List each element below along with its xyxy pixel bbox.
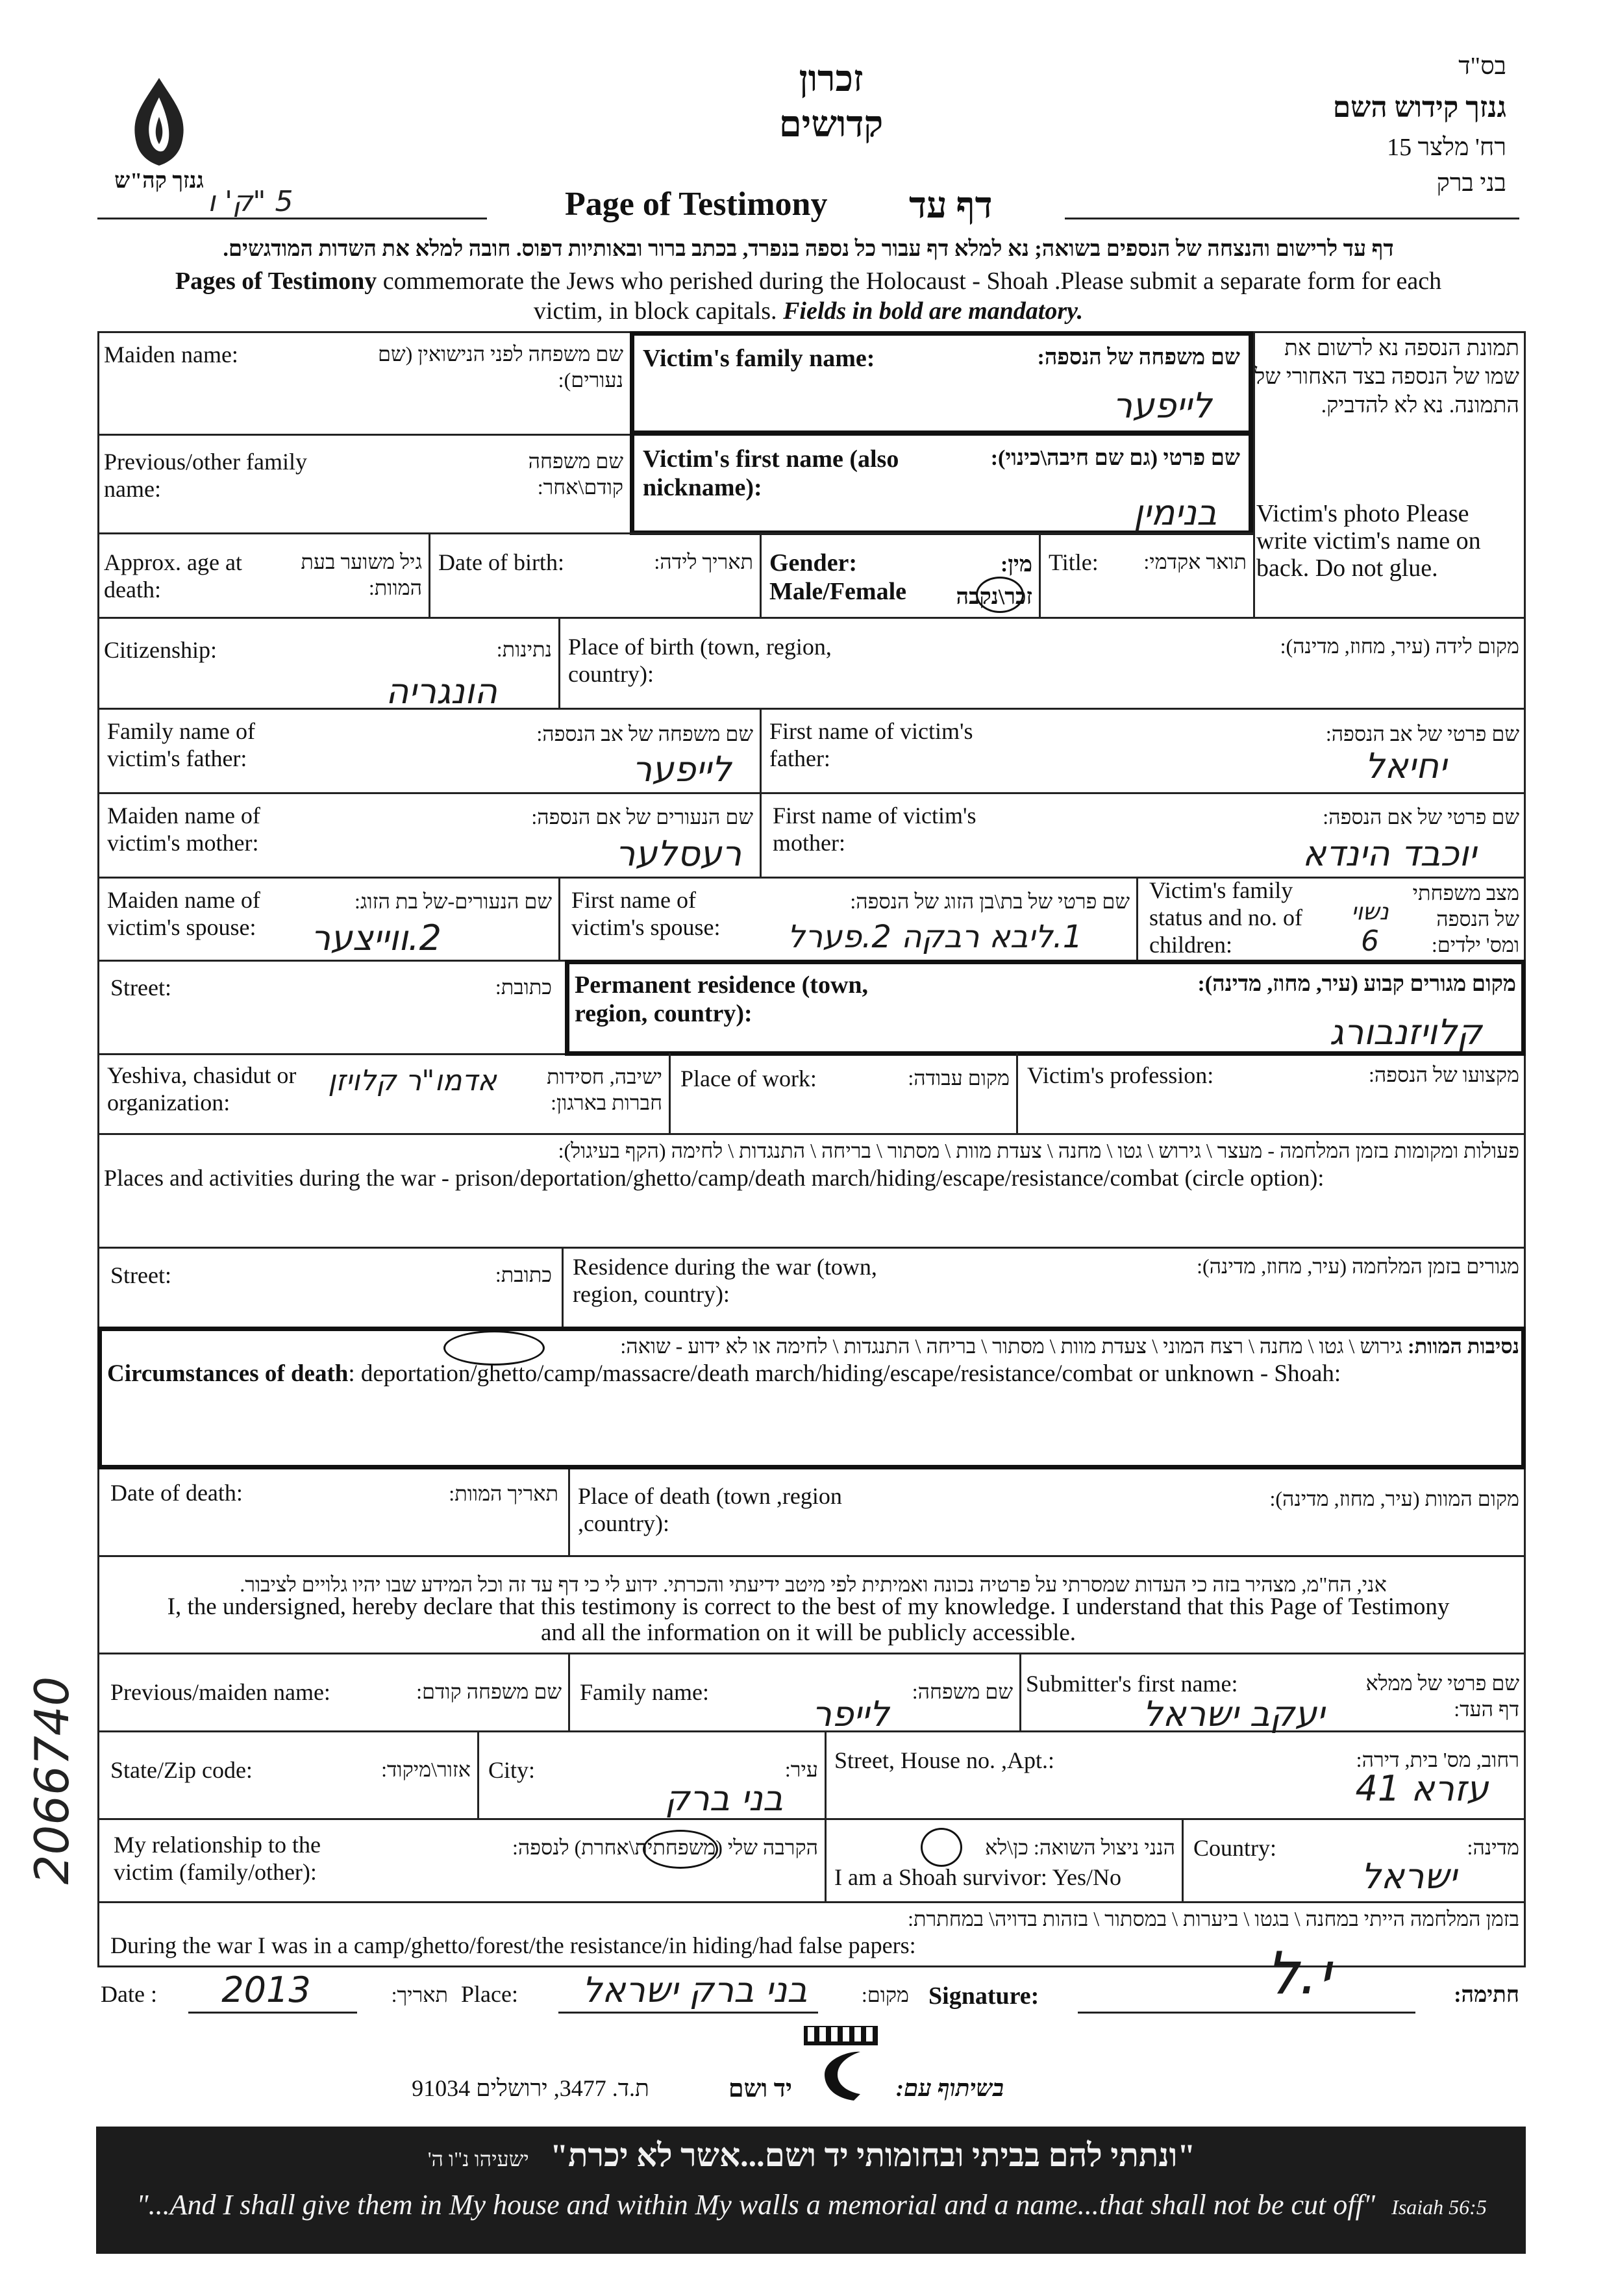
- mother-maiden-label-he: שם הנעורים של אם הנספה:: [531, 805, 753, 829]
- submitter-street-label: Street, House no. ,Apt.:: [834, 1747, 1054, 1773]
- prev-family-name-label: Previous/other family name:: [104, 449, 307, 502]
- row-rule: [97, 1901, 1526, 1903]
- submitter-prev-label: Previous/maiden name:: [110, 1679, 330, 1705]
- col-rule: [1019, 1653, 1021, 1730]
- victim-first-name-label-he: שם פרטי (גם שם חיבה\כינוי):: [990, 446, 1240, 470]
- spouse-maiden-label: Maiden name of victim's spouse:: [107, 887, 260, 940]
- war-status-label: During the war I was in a camp/ghetto/forest/the resistance/in hiding/had false papers:: [110, 1932, 916, 1958]
- side-file-number: 2066740: [25, 1676, 79, 1885]
- yad-vashem-logo-icon: [799, 2019, 883, 2104]
- relationship-label-he: הקרבה שלי (משפחתית\אחרת) לנספה:: [512, 1836, 818, 1859]
- col-rule: [760, 708, 762, 877]
- war-activities-label: Places and activities during the war - prison/deportation/ghetto/camp/death march/hiding/escape/resistance/combat (circle option):: [104, 1165, 1325, 1191]
- father-first-label: First name of victim's father:: [769, 718, 973, 771]
- spouse-maiden-value: 2.ווייצער: [310, 917, 442, 958]
- row-rule: [97, 1133, 1526, 1135]
- date-label: Date :: [101, 1981, 157, 2007]
- date-label-he: תאריך:: [391, 1983, 448, 2006]
- banner-quote-en: [104, 2188, 1519, 2221]
- city-value: בני ברק: [664, 1778, 784, 1819]
- street-label-he: כתובת:: [495, 975, 552, 999]
- logo: [104, 71, 214, 201]
- citizenship-value: הונגריה: [386, 671, 497, 712]
- children-count-value: 6: [1361, 925, 1379, 958]
- date-underline: [188, 2012, 357, 2014]
- victim-family-name-value: לייפער: [1112, 385, 1212, 426]
- city-label-he: עיר:: [784, 1758, 818, 1781]
- profession-label-he: מקצועו של הנספה:: [1368, 1063, 1519, 1086]
- circumstances-label: [107, 1360, 1519, 1388]
- place-of-birth-label: Place of birth (town, region, country):: [568, 634, 832, 687]
- place-label: Place:: [461, 1981, 518, 2007]
- victim-first-name-value: בנימין: [1133, 492, 1217, 533]
- maiden-name-label: Maiden name:: [104, 342, 238, 368]
- mother-first-value: יוכבד הינדא: [1302, 833, 1476, 874]
- mother-first-label: First name of victim's mother:: [773, 803, 977, 856]
- bsd-mark: בס"ד: [1458, 53, 1506, 80]
- col-rule: [669, 1053, 671, 1133]
- col-rule: [558, 617, 560, 708]
- war-street-label: Street:: [110, 1262, 171, 1288]
- yeshiva-label-he: ישיבה, חסידות חברות בארגון:: [547, 1065, 662, 1114]
- submitter-family-value: לייפר: [812, 1693, 890, 1734]
- yad-vashem-logo: [799, 2019, 883, 2104]
- submitter-first-label-he: שם פרטי של ממלא דף העד:: [1365, 1671, 1519, 1721]
- archive-address: רח' מלצר 15: [1387, 134, 1506, 161]
- permanent-residence-label: Permanent residence (town, region, country):: [575, 971, 869, 1027]
- col-rule: [1253, 331, 1255, 617]
- war-street-label-he: כתובת:: [495, 1263, 552, 1286]
- col-rule: [1016, 1053, 1018, 1133]
- intro-mandatory: Fields in bold are mandatory.: [783, 297, 1084, 325]
- row-rule: [97, 708, 1526, 710]
- signature-underline: [1078, 2012, 1415, 2014]
- row-rule: [97, 1247, 1526, 1249]
- intro-line1: commemorate the Jews who perished during the Holocaust - Shoah .Please submit a separate form for each: [377, 268, 1442, 295]
- row-rule: [97, 532, 1253, 534]
- place-of-work-label: Place of work:: [680, 1066, 817, 1092]
- zip-label: State/Zip code:: [110, 1757, 253, 1783]
- submitter-street-value: עזרא 41: [1355, 1768, 1489, 1809]
- col-rule: [1136, 877, 1138, 960]
- col-rule: [558, 877, 560, 960]
- country-label: Country:: [1193, 1835, 1277, 1861]
- victim-first-name-label: Victim's first name (also nickname):: [643, 445, 899, 501]
- profession-label: Victim's profession:: [1027, 1062, 1214, 1088]
- place-label-he: מקום:: [861, 1983, 909, 2006]
- banner-en-ref: Isaiah 56:5: [1391, 2195, 1487, 2219]
- intro-hebrew: דף עד לרישום והנצחה של הנספים בשואה; נא למלא דף עבור כל נספה בנפרד, בכתב ברור ובאותיות דפוס. חובה למלא את השדות המודגשים.: [223, 237, 1394, 261]
- circumstances-options-he: גירוש \ גטו \ מחנה \ רצח המוני \ צעדת מוות \ מסתור \ בריחה \ התנגדות \ לחימה או לא ידוע - שואה:: [620, 1334, 1408, 1358]
- intro-line2: victim, in block capitals.: [533, 297, 784, 325]
- place-value: בני ברק ישראל: [582, 1969, 808, 2010]
- row-rule: [97, 1818, 1526, 1820]
- header-rule-right: [1065, 218, 1519, 219]
- banner-he-text: "ונתתי להם בביתי ובחומותי יד ושם...אשר לא יכרת": [550, 2137, 1196, 2173]
- yeshiva-label: Yeshiva, chasidut or organization:: [107, 1062, 297, 1116]
- survivor-label-he: הנני ניצול השואה: כן\לא: [985, 1836, 1175, 1859]
- col-rule: [760, 532, 762, 617]
- partner-label: בשיתוף עם:: [896, 2075, 1004, 2101]
- circumstances-bold-en: Circumstances of death: [107, 1360, 349, 1387]
- family-status-label: Victim's family status and no. of children:: [1149, 877, 1302, 958]
- title-label: Title:: [1049, 549, 1099, 575]
- date-of-birth-label-he: תאריך לידה:: [654, 550, 753, 573]
- yad-vashem-address: ת.ד. 3477, ירושלים 91034: [412, 2075, 649, 2101]
- photo-instructions-en: Victim's photo Please write victim's name on back. Do not glue.: [1256, 500, 1481, 582]
- page-title-he: דף עד: [909, 186, 993, 226]
- col-rule: [477, 1730, 479, 1818]
- submitter-first-label: Submitter's first name:: [1026, 1671, 1238, 1697]
- handwritten-reference: 5 "ק' ו: [208, 185, 293, 218]
- declaration-en: I, the undersigned, hereby declare that this testimony is correct to the best of my knowledge. I understand that this Page of Testimony and all the information on it will be publicly accessible.: [167, 1593, 1450, 1646]
- row-rule: [97, 434, 630, 436]
- gender-label: Gender: Male/Female: [769, 549, 907, 605]
- family-status-value: נשוי: [1351, 899, 1389, 925]
- family-status-label-he: מצב משפחתי של הנספה ומס' ילדים:: [1412, 881, 1519, 956]
- col-rule: [429, 532, 430, 617]
- col-rule: [1182, 1818, 1184, 1901]
- father-family-value: לייפער: [632, 749, 732, 790]
- submitter-street-label-he: רחוב, מס' בית, דירה:: [1356, 1748, 1519, 1771]
- mother-maiden-label: Maiden name of victim's mother:: [107, 803, 260, 856]
- photo-instructions-he: תמונת הנספה נא לרשום את שמו של הנספה בצד האחורי של התמונה. נא לא להדביק.: [1254, 336, 1519, 418]
- spouse-first-value: 1.ליבא רבקה 2.פערל: [787, 919, 1083, 955]
- title-he-line2: קדושים: [778, 105, 884, 145]
- intro-english: [104, 266, 1513, 326]
- col-rule: [562, 1247, 564, 1328]
- banner-quote-he: [104, 2136, 1519, 2174]
- zip-label-he: אזור\מיקוד:: [381, 1758, 471, 1781]
- spouse-first-label-he: שם פרטי של בת\בן הזוג של הנספה:: [850, 890, 1130, 913]
- city-label: City:: [488, 1757, 536, 1783]
- logo-text: גנזך קה"ש: [114, 169, 204, 193]
- col-rule: [825, 1818, 827, 1901]
- signature-label: Signature:: [928, 1982, 1039, 2010]
- mother-first-label-he: שם פרטי של אם הנספה:: [1323, 805, 1519, 829]
- relationship-label: My relationship to the victim (family/other):: [114, 1832, 321, 1885]
- submitter-prev-label-he: שם משפחה קודם:: [416, 1680, 562, 1703]
- place-of-birth-label-he: מקום לידה (עיר, מחוז, מדינה):: [1280, 634, 1519, 658]
- relationship-family-circle: [643, 1830, 718, 1869]
- submitter-family-label-he: שם משפחה:: [912, 1680, 1013, 1703]
- place-underline: [558, 2012, 818, 2014]
- father-family-label-he: שם משפחה של אב הנספה:: [536, 722, 753, 745]
- gender-male-circle: [976, 577, 1024, 613]
- place-of-work-label-he: מקום עבודה:: [908, 1066, 1010, 1090]
- date-of-death-label-he: תאריך המוות:: [449, 1482, 558, 1505]
- archive-name: גנזך קידוש השם: [1332, 92, 1506, 123]
- declaration-he: אני, הח"מ, מצהיר בזה כי העדות שמסרתי על פרטיה נכונה ואמיתית לפי מיטב ידיעתי והכרתי. ידוע לי כי דף עד זה וכל המידע שבו יהיו גלויים לציבור.: [240, 1573, 1387, 1596]
- place-of-death-label: Place of death (town ,region ,country):: [578, 1483, 842, 1536]
- gender-label-he: מין: זכר\נקבה: [956, 553, 1032, 609]
- intro-bold: Pages of Testimony: [175, 268, 377, 295]
- permanent-residence-label-he: מקום מגורים קבוע (עיר, מחוז, מדינה):: [1197, 972, 1516, 996]
- spouse-first-label: First name of victim's spouse:: [571, 887, 721, 940]
- row-rule: [97, 1653, 1526, 1654]
- yeshiva-value: אדמו"ר קלויזן: [328, 1064, 497, 1097]
- signature-label-he: חתימה:: [1454, 1983, 1519, 2007]
- maiden-name-label-he: שם משפחה לפני הנישואין (שם נעורים):: [378, 342, 623, 392]
- circumstances-label-he: [107, 1333, 1519, 1359]
- date-of-birth-label: Date of birth:: [438, 549, 564, 575]
- row-rule: [97, 617, 1526, 619]
- war-residence-label: Residence during the war (town, region, country):: [573, 1254, 877, 1307]
- approx-age-label: Approx. age at death:: [104, 549, 242, 603]
- victim-family-name-label-he: שם משפחה של הנספה:: [1037, 345, 1240, 369]
- col-rule: [825, 1730, 827, 1818]
- archive-city: בני ברק: [1436, 169, 1506, 197]
- street-label: Street:: [110, 975, 171, 1001]
- date-of-death-label: Date of death:: [110, 1480, 243, 1506]
- country-value: ישראל: [1361, 1856, 1457, 1897]
- war-activities-label-he: פעולות ומקומות בזמן המלחמה - מעצר \ גירוש \ גטו \ מחנה \ צעדת מוות \ מסתור \ בריחה \ התנגדות \ לחימה (הקף בעיגול):: [558, 1139, 1519, 1162]
- victim-family-name-label: Victim's family name:: [643, 345, 875, 372]
- banner-en-text: "...And I shall give them in My house and within My walls a memorial and a name...that shall not be cut off": [136, 2189, 1376, 2221]
- father-family-label: Family name of victim's father:: [107, 718, 255, 771]
- yad-vashem-name: יד ושם: [728, 2075, 792, 2103]
- submitter-family-label: Family name:: [580, 1679, 709, 1705]
- col-rule: [568, 1469, 570, 1555]
- submitter-first-value: יעקב ישראל: [1142, 1693, 1325, 1734]
- header-rule-left: [97, 218, 487, 219]
- circumstances-bold-he: נסיבות המוות:: [1407, 1334, 1519, 1358]
- war-residence-label-he: מגורים בזמן המלחמה (עיר, מחוז, מדינה):: [1197, 1254, 1519, 1278]
- date-value: 2013: [221, 1969, 311, 2010]
- citizenship-label: Citizenship:: [104, 637, 217, 663]
- war-status-label-he: בזמן המלחמה הייתי במחנה \ בגטו \ ביערות \ במסתור \ בזהות בדויה\ במחתרת:: [908, 1907, 1519, 1930]
- country-label-he: מדינה:: [1467, 1836, 1519, 1859]
- approx-age-label-he: גיל משוער בעת המוות:: [301, 550, 422, 599]
- row-rule: [97, 1555, 1526, 1557]
- permanent-residence-value: קלויזנבורג: [1329, 1012, 1482, 1053]
- father-first-label-he: שם פרטי של אב הנספה:: [1325, 722, 1519, 745]
- page-title-en: Page of Testimony: [565, 186, 828, 223]
- col-rule: [1039, 532, 1041, 617]
- banner-he-ref: ישעיהו נ"ו ה': [427, 2147, 529, 2171]
- place-of-death-label-he: מקום המוות (עיר, מחוז, מדינה):: [1269, 1487, 1519, 1510]
- father-first-value: יחיאל: [1364, 745, 1447, 786]
- row-rule: [97, 792, 1526, 794]
- survivor-no-circle: [921, 1828, 962, 1867]
- survivor-label: I am a Shoah survivor: Yes/No: [834, 1864, 1121, 1890]
- prev-family-name-label-he: שם משפחה קודם\אחר:: [528, 449, 623, 499]
- spouse-maiden-label-he: שם הנעורים-של בת הזוג:: [355, 890, 552, 913]
- citizenship-label-he: נתינות:: [496, 638, 552, 661]
- title-he-line1: זכרון: [799, 59, 864, 99]
- signature-value: י.ל: [1266, 1940, 1331, 2008]
- mother-maiden-value: רעסלער: [615, 833, 742, 874]
- title-label-he: תואר אקדמי:: [1143, 550, 1247, 573]
- col-rule: [568, 1653, 570, 1730]
- circumstances-options-en: : deportation/ghetto/camp/massacre/death march/hiding/escape/resistance/combat or unknown - Shoah:: [348, 1360, 1341, 1387]
